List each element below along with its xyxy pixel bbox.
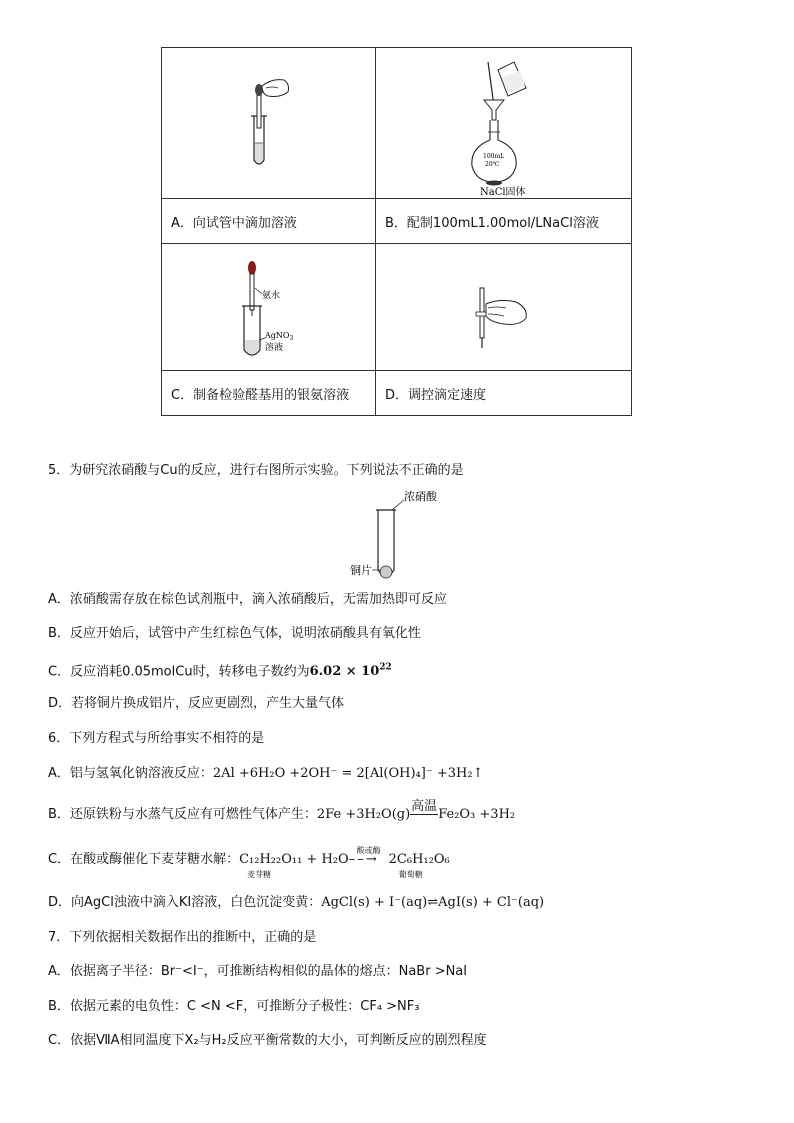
q6-option-a-equation: 2Al +6H₂O +2OH⁻ = 2[Al(OH)₄]⁻ +3H₂↑ (212, 766, 484, 781)
q6-option-a (48, 765, 483, 783)
q5-option-d: D．若将铜片换成铝片，反应更剧烈，产生大量气体 (48, 696, 345, 711)
q6-option-c-eq-right: 2C₆H₁₂O₆ (388, 852, 450, 867)
q6-maltose-label: 麦芽糖 (247, 870, 272, 879)
option-a-caption: A．向试管中滴加溶液 (162, 199, 376, 244)
flask-volume-label: 100mL (483, 153, 505, 160)
q6-option-c-eq-left: C₁₂H₂₂O₁₁ + H₂O (239, 852, 349, 867)
q6-stem: 6．下列方程式与所给事实不相符的是 (48, 731, 265, 746)
q6-option-b-eq-right: Fe₂O₃ +3H₂ (438, 807, 516, 822)
option-c-caption: C．制备检验醛基用的银氨溶液 (162, 371, 376, 416)
q6-option-c-text: C．在酸或酶催化下麦芽糖水解： (48, 852, 240, 867)
figure-b-cell (376, 48, 632, 199)
q5-stem: 5．为研究浓硝酸与Cu的反应，进行右图所示实验。下列说法不正确的是 (48, 463, 464, 478)
figure-b-volumetric-flask (376, 48, 632, 198)
q6-option-b-text: B．还原铁粉与水蒸气反应有可燃性气体产生： (48, 807, 317, 822)
nacl-solid-label: NaCl固体 (480, 187, 526, 198)
q6-glucose-label: 葡萄糖 (398, 870, 423, 879)
q7-option-a: A．依据离子半径：Br⁻<I⁻，可推断结构相似的晶体的熔点：NaBr >NaI (48, 964, 468, 979)
q5-option-c-number: 6.02 × 10 (309, 664, 380, 680)
figure-a-cell (162, 48, 376, 199)
q7-option-c: C．依据ⅦA相同温度下X₂与H₂反应平衡常数的大小，可判断反应的剧烈程度 (48, 1033, 487, 1048)
q7-option-b: B．依据元素的电负性：C <N <F，可推断分子极性：CF₄ >NF₃ (48, 999, 420, 1014)
figure-a-dropping-into-test-tube (162, 48, 376, 198)
q6-option-b-eq-left: 2Fe +3H₂O(g) (316, 807, 411, 822)
q7-stem: 7．下列依据相关数据作出的推断中，正确的是 (48, 930, 317, 945)
figure-c-cell (162, 244, 376, 371)
q5-option-c (48, 659, 392, 681)
q5-option-a: A．浓硝酸需存放在棕色试剂瓶中，滴入浓硝酸后，无需加热即可反应 (48, 592, 447, 607)
q6-option-d-text: D．向AgCl浊液中滴入KI溶液，白色沉淀变黄： (48, 895, 322, 910)
q5-option-c-text: C．反应消耗0.05molCu时，转移电子数约为 (48, 664, 310, 680)
q6-option-c-condition: 酸或酶 (356, 846, 381, 855)
solution-label: 溶液 (265, 343, 284, 353)
q5-copper-label: 铜片 (350, 564, 372, 577)
figure-d-cell (376, 244, 632, 371)
q6-option-b (48, 799, 516, 824)
q5-figure-test-tube (346, 486, 437, 586)
experiment-table (161, 47, 632, 416)
option-d-caption: D．调控滴定速度 (376, 371, 632, 416)
figure-d-burette-hand (376, 244, 632, 370)
agno3-label: AgNO$_3$ (265, 331, 294, 342)
figure-c-silver-ammonia (162, 244, 376, 370)
q6-option-d (48, 894, 544, 912)
q5-option-c-exponent: 22 (379, 663, 392, 673)
ammonia-label: 氨水 (262, 291, 281, 301)
flask-temp-label: 20℃ (485, 161, 500, 168)
q5-acid-label: 浓硝酸 (404, 490, 437, 503)
q6-option-c: C．在酸或酶催化下麦芽糖水解：C₁₂H₂₂O₁₁ + H₂O 麦芽糖 酸或酶 – – → 2C₆H₁₂O₆ 葡萄糖 (48, 851, 450, 869)
q6-option-a-text: A．铝与氢氧化钠溶液反应： (48, 766, 213, 781)
option-b-caption: B．配制100mL1.00mol/LNaCl溶液 (376, 199, 632, 244)
q5-option-b: B．反应开始后，试管中产生红棕色气体，说明浓硝酸具有氧化性 (48, 626, 421, 641)
q6-option-b-condition: 高温 (411, 799, 438, 814)
q6-option-d-equation: AgCl(s) + I⁻(aq)⇌AgI(s) + Cl⁻(aq) (321, 895, 545, 910)
